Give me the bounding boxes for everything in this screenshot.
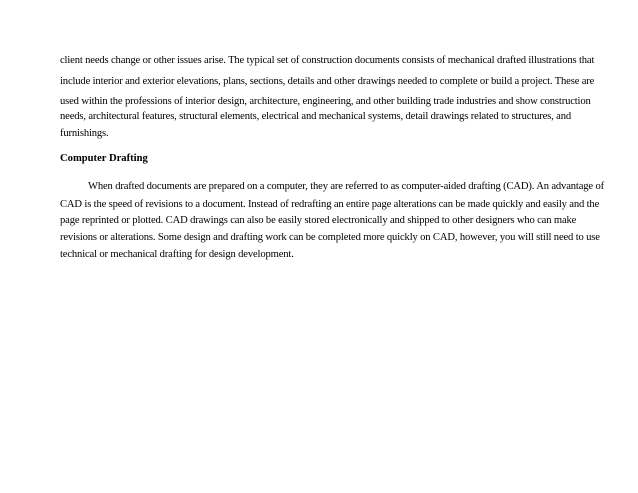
paragraph-1-line-3: used within the professions of interior design, architecture, engineering, and other building trade industries and show construction (60, 96, 591, 107)
paragraph-2-line-2: CAD is the speed of revisions to a document. Instead of redrafting an entire page alterations can be made quickly and easily and the (60, 199, 600, 210)
paragraph-2-line-4: revisions or alterations. Some design and drafting work can be completed more quickly on CAD, however, you will still need to use (60, 232, 600, 243)
paragraph-2-line-3: page reprinted or plotted. CAD drawings can also be easily stored electronically and shipped to other designers who can make (60, 215, 577, 226)
paragraph-1-line-5: furnishings. (60, 128, 109, 139)
paragraph-1-line-2: include interior and exterior elevations, plans, sections, details and other drawings needed to complete or build a project. These are (60, 76, 595, 87)
paragraph-1-line-4: needs, architectural features, structural elements, electrical and mechanical systems, detail drawings related to structures, and (60, 111, 572, 122)
paragraph-2-line-5: technical or mechanical drafting for design development. (60, 249, 294, 260)
paragraph-2-line-1: When drafted documents are prepared on a computer, they are referred to as computer-aided drafting (CAD). An advantage of (88, 181, 604, 192)
section-heading: Computer Drafting (60, 153, 148, 164)
paragraph-1-line-1: client needs change or other issues arise. The typical set of construction documents consists of mechanical drafted illustrations that (60, 55, 595, 66)
